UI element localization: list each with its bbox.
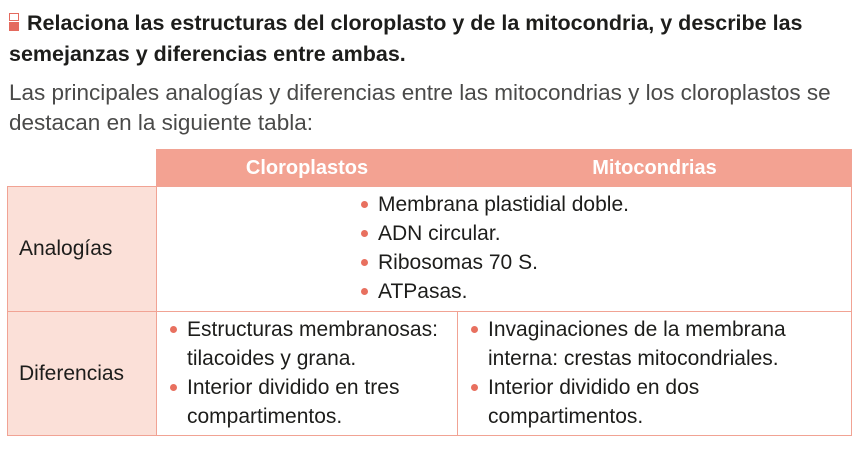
answer-intro: Las principales analogías y diferencias entre las mitocondrias y los cloroplastos se destacan en la siguiente tabla: [9,80,831,135]
list-item: Ribosomas 70 S. [378,248,638,277]
analogias-list [370,187,638,311]
diferencias-cloroplastos-list [157,312,457,435]
list-item: Interior dividido en tres compartimentos. [187,373,453,431]
comparison-table [7,149,852,436]
list-item: Estructuras membranosas: tilacoides y grana. [187,315,453,373]
table-row-diferencias [8,312,852,436]
analogias-cell [157,187,852,312]
list-item: ADN circular. [378,219,638,248]
question-heading [9,8,855,70]
list-item: Invaginaciones de la membrana interna: crestas mitocondriales. [488,315,847,373]
list-item: Membrana plastidial doble. [378,190,638,219]
list-item: Interior dividido en dos compartimentos. [488,373,847,431]
question-marker-icon [9,13,21,31]
row-label-analogias: Analogías [8,187,157,312]
table-header-row [8,150,852,187]
question-text: Relaciona las estructuras del cloroplasto y de la mitocondria, y describe las semejanzas y diferencias entre ambas. [9,11,803,66]
header-cloroplastos: Cloroplastos [157,150,458,187]
table-corner [8,150,157,187]
table-row-analogias [8,187,852,312]
header-mitocondrias: Mitocondrias [458,150,852,187]
diferencias-cloroplastos-cell [157,312,458,436]
diferencias-mitocondrias-cell [458,312,852,436]
list-item: ATPasas. [378,277,638,306]
diferencias-mitocondrias-list [458,312,851,435]
row-label-diferencias: Diferencias [8,312,157,436]
